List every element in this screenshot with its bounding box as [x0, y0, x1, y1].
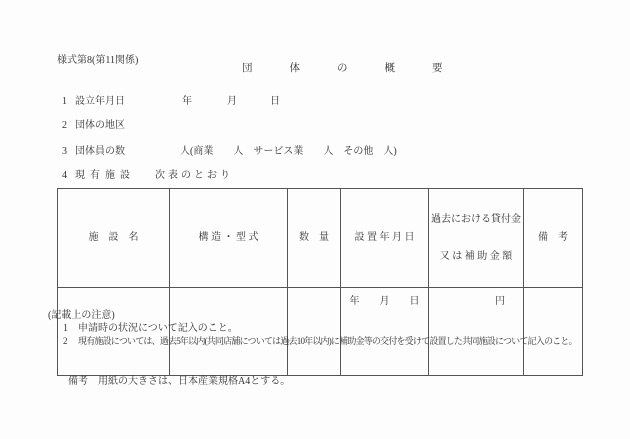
item-establishment-label: 設立年月日 — [75, 96, 125, 107]
header-remarks: 備 考 — [524, 189, 583, 288]
cell-remarks-blank — [524, 288, 583, 376]
item-establishment-day-label: 日 — [270, 96, 280, 107]
facilities-table-header-row — [58, 189, 583, 288]
item-establishment-year-label: 年 — [182, 96, 192, 107]
item-establishment-number: 1 — [62, 96, 67, 107]
note1-text: 申請時の状況について記入のこと。 — [78, 323, 238, 334]
paper-size-remark-label: 備考 — [68, 376, 88, 387]
paper-size-remark-text: 用紙の大きさは、日本産業規格A4とする。 — [98, 376, 291, 387]
header-structure-type: 構 造 ・ 型 式 — [170, 189, 288, 288]
item-members-label: 団体員の数 — [75, 146, 125, 157]
note1-number: 1 — [63, 323, 68, 334]
item-district-number: 2 — [62, 120, 67, 131]
page-title: 団体の概要 — [242, 63, 480, 74]
header-facility-name: 施 設 名 — [58, 189, 170, 288]
item-members-number: 3 — [62, 146, 67, 157]
item-facilities-detail: 次表のとおり — [155, 170, 233, 181]
item-facilities-label: 現有施設 — [75, 170, 135, 181]
cell-installation-date: 年 月 日 — [341, 288, 429, 376]
cell-quantity-blank — [288, 288, 341, 376]
paper-size-remark — [58, 364, 290, 400]
cell-amount-unit: 円 — [429, 288, 524, 376]
item-establishment-month-label: 月 — [227, 96, 237, 107]
facilities-table — [57, 188, 583, 376]
header-past-loan-amount — [429, 189, 524, 288]
item-district-label: 団体の地区 — [75, 120, 125, 131]
note2-number: 2 — [63, 336, 67, 346]
header-past-loan-line2: 又 は 補 助 金 額 — [439, 251, 513, 262]
form-number: 様式第8(第11関係) — [57, 55, 139, 66]
header-past-loan-line1: 過去における貸付金 — [431, 214, 521, 225]
header-installation-date: 設 置 年 月 日 — [341, 189, 429, 288]
item-members-detail: 人(商業 人 サービス業 人 その他 人) — [180, 146, 397, 157]
note2-text: 現有施設については、過去5年以内(共同店舗については過去10年以内)に補助金等の交付を受けて設置した共同施設について記入のこと。 — [78, 336, 577, 346]
header-quantity: 数 量 — [288, 189, 341, 288]
notes-heading: (記載上の注意) — [48, 310, 115, 321]
item-facilities-number: 4 — [62, 170, 67, 181]
